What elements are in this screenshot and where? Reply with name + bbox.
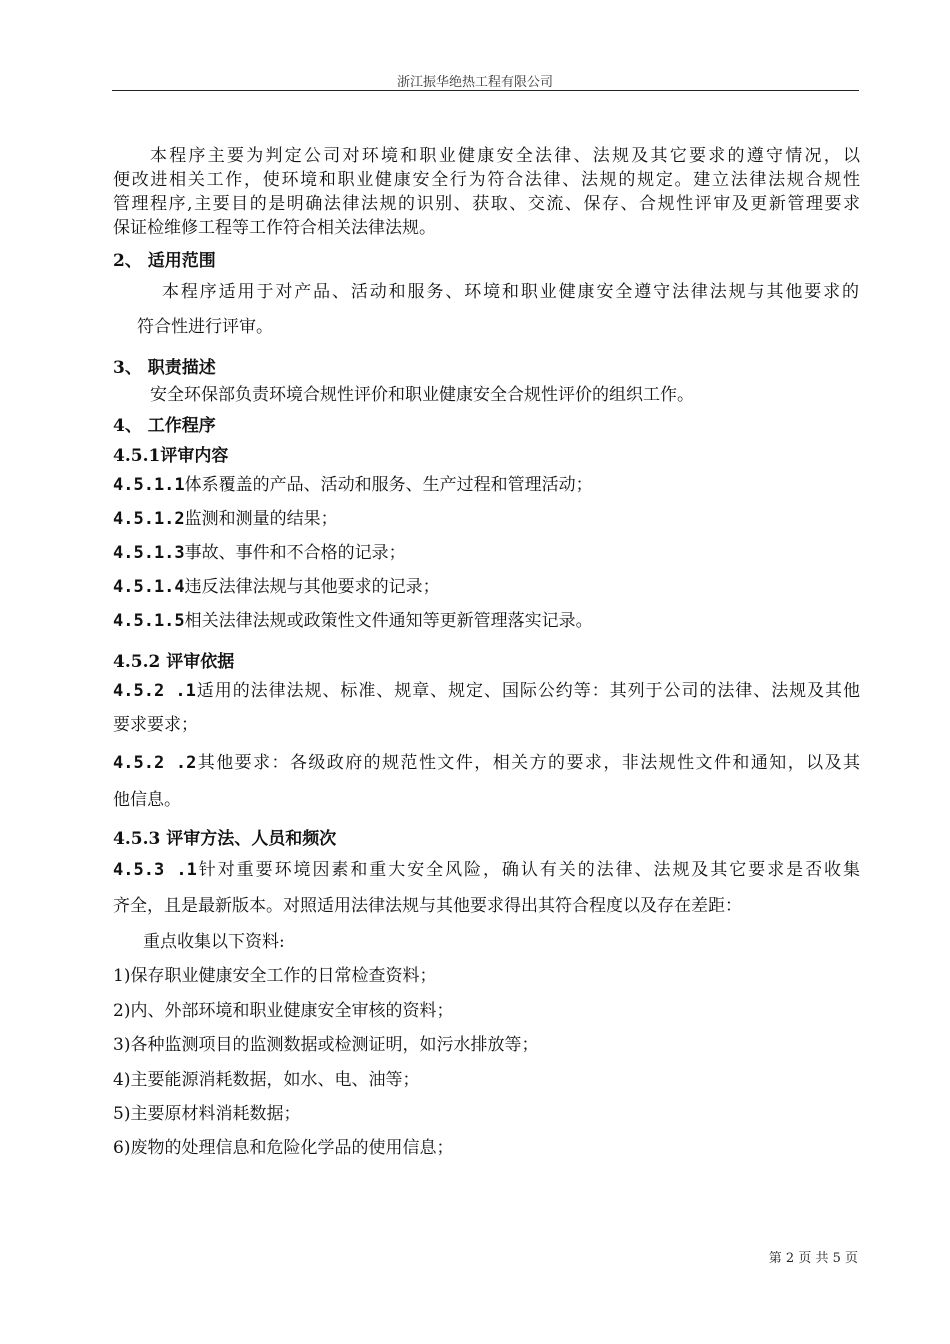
review-basis-heading: 4.5.2 评审依据 <box>113 652 235 672</box>
review-basis-item-2 <box>113 752 860 774</box>
scope-line-2: 符合性进行评审。 <box>137 317 273 337</box>
list-item: 6)废物的处理信息和危险化学品的使用信息； <box>113 1138 454 1158</box>
review-method-heading: 4.5.3 评审方法、人员和频次 <box>113 829 337 849</box>
item-number: 4.5.1.4 <box>113 577 185 597</box>
list-item: 4)主要能源消耗数据，如水、电、油等； <box>113 1070 420 1090</box>
review-basis-item-2-cont: 他信息。 <box>113 790 181 810</box>
item-text: 适用的法律法规、标准、规章、规定、国际公约等：其列于公司的法律、法规及其他 <box>195 681 861 701</box>
collect-intro: 重点收集以下资料: <box>143 932 285 952</box>
item-number: 4.5.3 .1 <box>113 860 197 880</box>
review-content-item <box>113 508 863 530</box>
duty-heading: 3、 职责描述 <box>113 358 216 378</box>
list-item: 1)保存职业健康安全工作的日常检查资料； <box>113 966 437 986</box>
review-method-item-1 <box>113 859 860 881</box>
list-item: 2)内、外部环境和职业健康安全审核的资料； <box>113 1001 454 1021</box>
review-content-item <box>113 474 863 496</box>
scope-line-1: 本程序适用于对产品、活动和服务、环境和职业健康安全遵守法律法规与其他要求的 <box>162 282 859 302</box>
review-basis-item-1-cont: 要求要求； <box>113 715 198 735</box>
review-content-item <box>113 576 863 598</box>
purpose-line-1: 本程序主要为判定公司对环境和职业健康安全法律、法规及其它要求的遵守情况，以 <box>150 146 860 166</box>
purpose-line-2: 便改进相关工作，使环境和职业健康安全行为符合法律、法规的规定。建立法律法规合规性 <box>113 170 860 190</box>
item-text: 相关法律法规或政策性文件通知等更新管理落实记录。 <box>184 611 593 631</box>
purpose-line-4: 保证检维修工程等工作符合相关法律法规。 <box>113 218 436 238</box>
purpose-line-3: 管理程序,主要目的是明确法律法规的识别、获取、交流、保存、合规性评审及更新管理要求 <box>113 194 860 214</box>
item-number: 4.5.1.1 <box>113 475 185 495</box>
item-text: 违反法律法规与其他要求的记录； <box>184 577 440 597</box>
review-content-item <box>113 610 863 632</box>
header-rule <box>112 90 859 91</box>
list-item: 3)各种监测项目的监测数据或检测证明，如污水排放等； <box>113 1035 539 1055</box>
item-number: 4.5.1.3 <box>113 543 185 563</box>
page-header: 浙江振华绝热工程有限公司 <box>396 75 553 90</box>
page-number: 第 2 页 共 5 页 <box>768 1251 858 1266</box>
item-number: 4.5.2 .2 <box>113 753 197 773</box>
scope-heading: 2、 适用范围 <box>113 251 216 271</box>
review-method-item-1-cont: 齐全，且是最新版本。对照适用法律法规与其他要求得出其符合程度以及存在差距： <box>113 896 742 916</box>
item-text: 针对重要环境因素和重大安全风险，确认有关的法律、法规及其它要求是否收集 <box>196 860 860 880</box>
item-text: 监测和测量的结果； <box>184 509 338 529</box>
review-basis-item-1 <box>113 680 860 702</box>
item-text: 事故、事件和不合格的记录； <box>184 543 406 563</box>
procedure-heading: 4、 工作程序 <box>113 416 216 436</box>
list-item: 5)主要原材料消耗数据； <box>113 1104 301 1124</box>
item-number: 4.5.1.2 <box>113 509 185 529</box>
item-number: 4.5.1.5 <box>113 611 185 631</box>
item-text: 体系覆盖的产品、活动和服务、生产过程和管理活动； <box>184 475 593 495</box>
duty-text: 安全环保部负责环境合规性评价和职业健康安全合规性评价的组织工作。 <box>150 385 694 405</box>
item-text: 其他要求：各级政府的规范性文件，相关方的要求，非法规性文件和通知，以及其 <box>196 753 861 773</box>
item-number: 4.5.2 .1 <box>113 681 196 701</box>
review-content-item <box>113 542 863 564</box>
review-content-heading: 4.5.1评审内容 <box>113 446 229 466</box>
